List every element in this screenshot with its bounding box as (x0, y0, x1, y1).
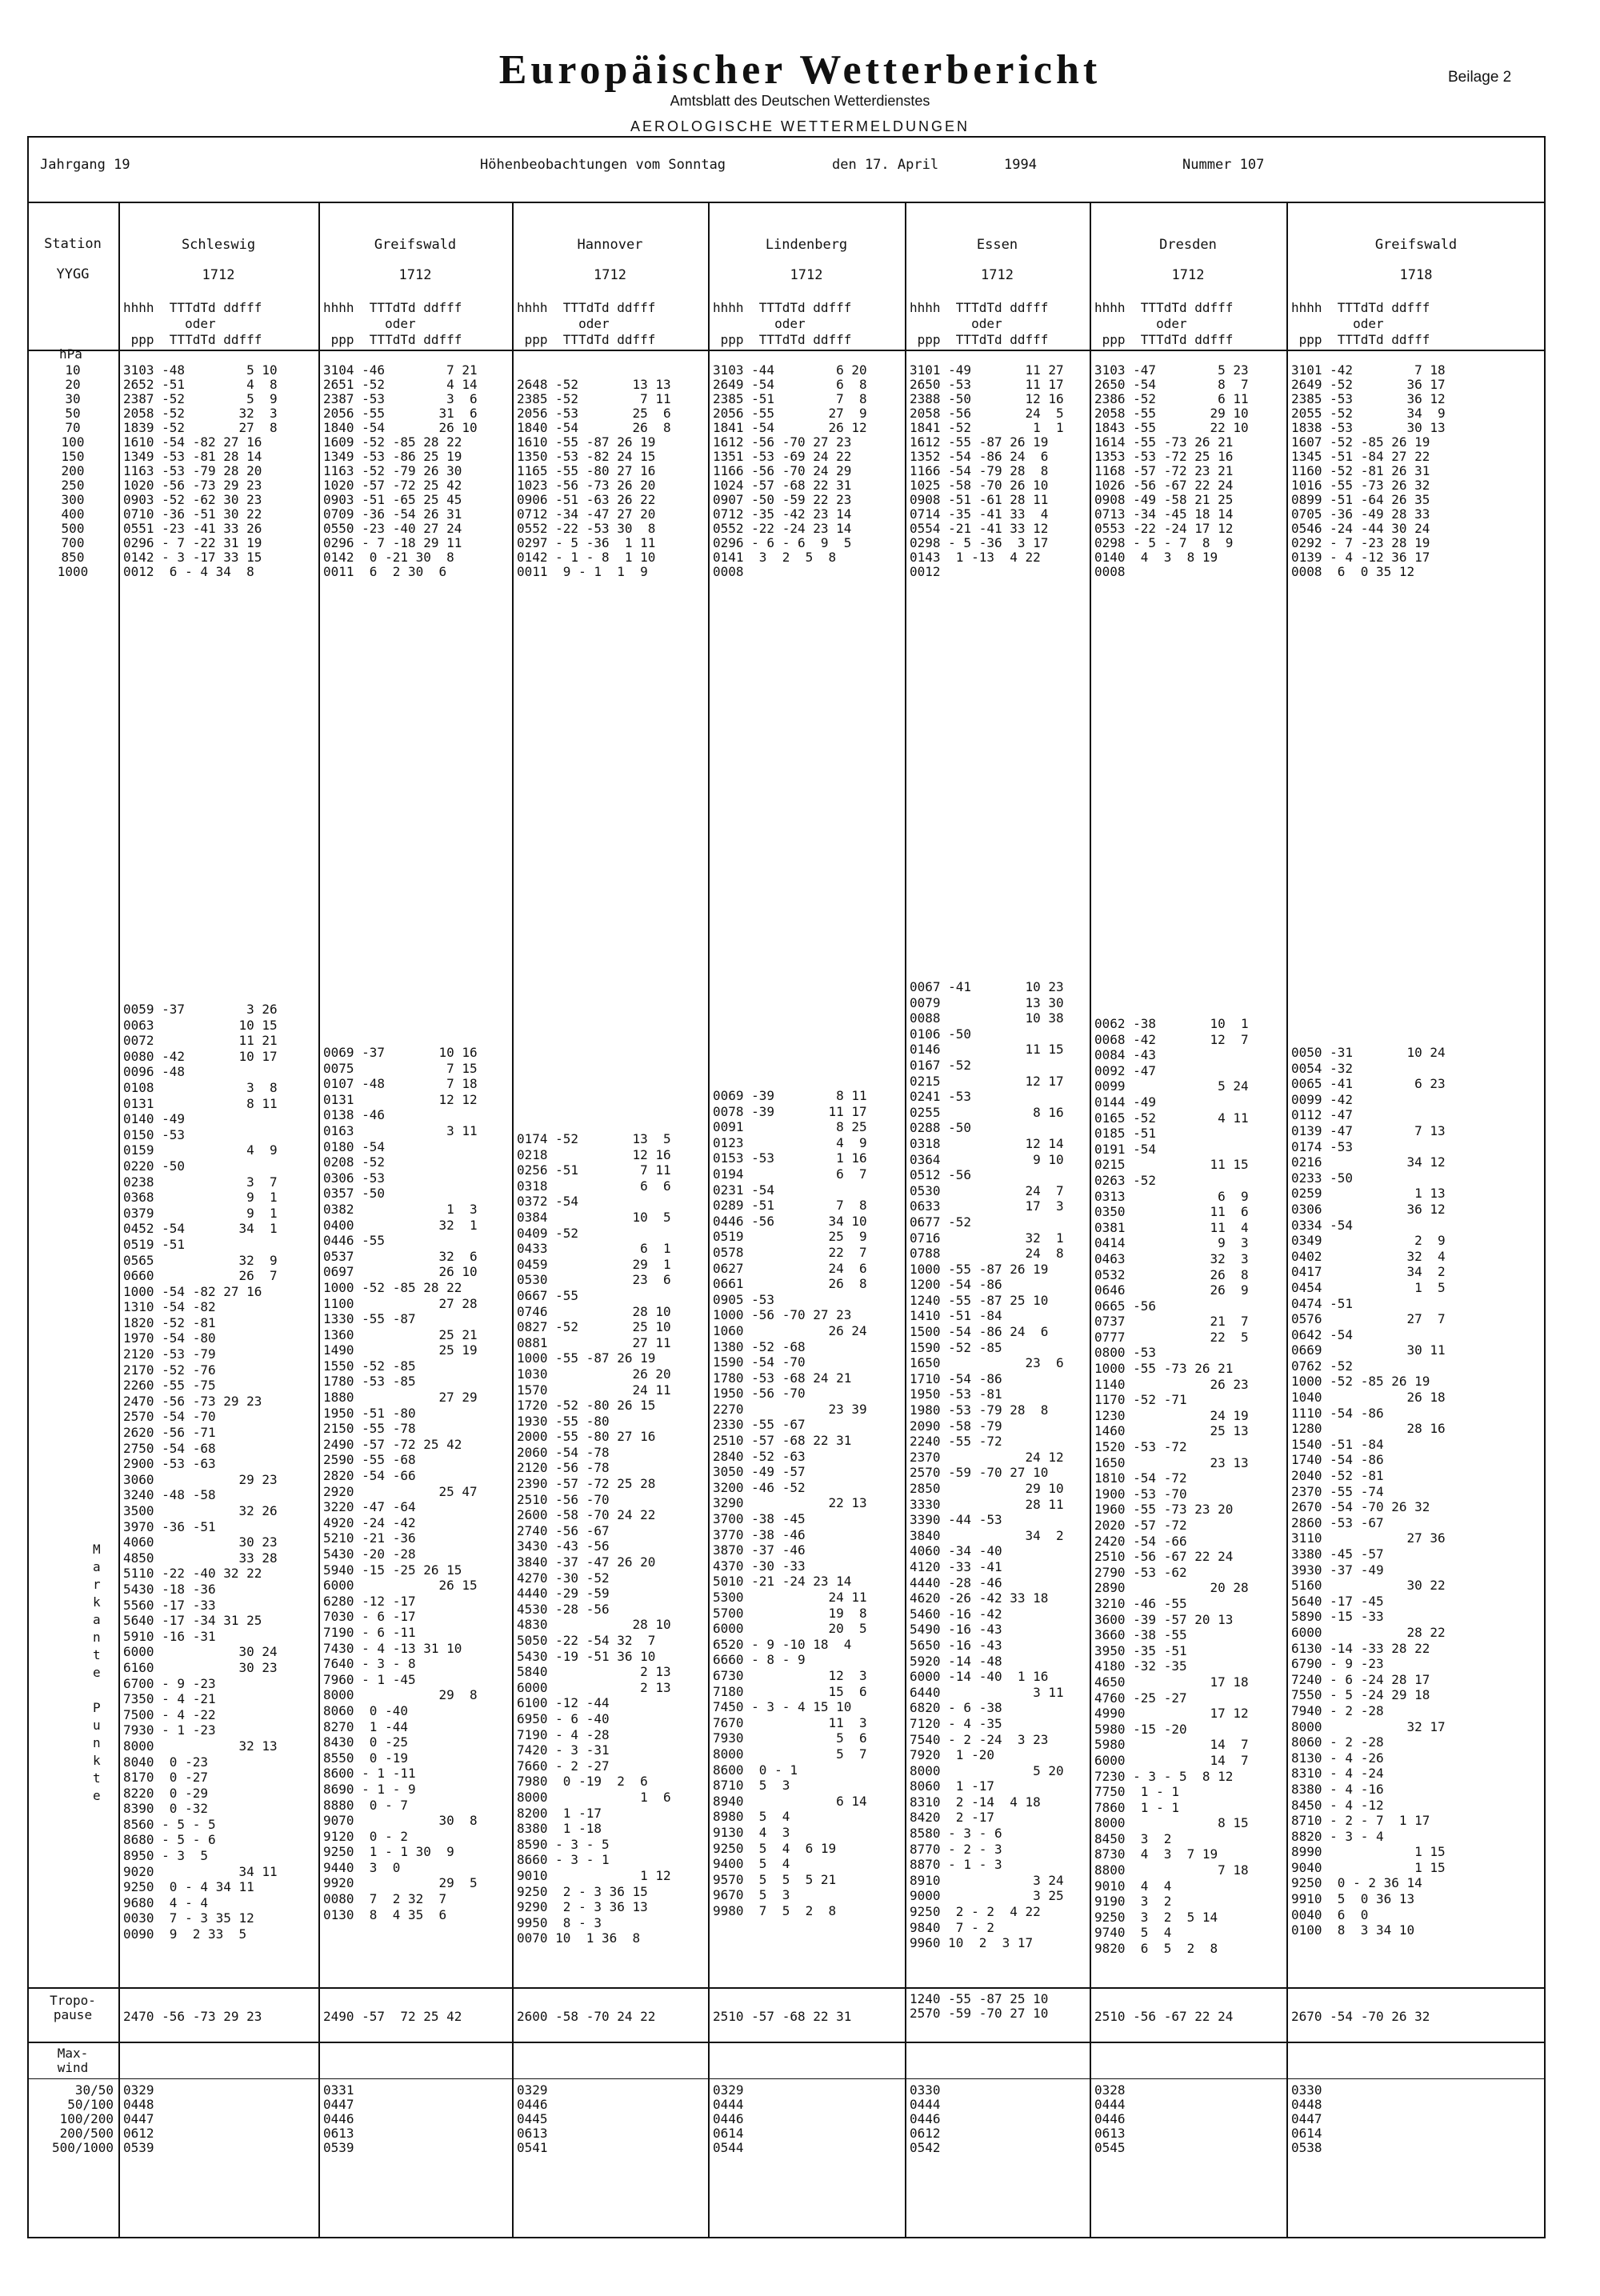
column-subheader-2: oder (323, 316, 416, 331)
col-divider (905, 202, 906, 2238)
station-yygg: 1712 (981, 267, 1014, 283)
column-subheader-1: hhhh TTTdTd ddfff (1094, 300, 1234, 315)
station-yygg: 1712 (202, 267, 235, 283)
tropopause-label: Tropo- pause (50, 1993, 96, 2022)
column-subheader-1: hhhh TTTdTd ddfff (323, 300, 462, 315)
col-divider (1090, 202, 1091, 2238)
markante-punkte-label: M a r k a n t e P u n k t e (93, 1542, 101, 1803)
significant-points-data: 0059 -37 3 26 0063 10 15 0072 11 21 0080 -42 10 17 0096 -48 0108 3 8 0131 8 11 0140 -49 0150 -53 0159 4 9 0220 -50 0238 3 7 0368 9 1 0379 9 1 0452 -54 34 1 0519 -51 0565 32 9 0660 26 7 1000 -54 -82 27 16 1310 -54 -82 1820 -52 -81 1970 -54 -80 2120 -53 -79 2170 -52 -76 2260 -55 -75 2470 -56 -73 29 23 2570 -54 -70 2620 -56 -71 2750 -54 -68 2900 -53 -63 3060 29 23 3240 -48 -58 3500 32 26 3970 -36 -51 4060 30 23 4850 33 28 5110 -22 -40 32 22 5430 -18 -36 5560 -17 -33 5640 -17 -34 31 25 5910 -16 -31 6000 30 24 6160 30 23 6700 - 9 -23 7350 - 4 -21 7500 - 4 -22 7930 - 1 -23 8000 32 13 8040 0 -23 8170 0 -27 8220 0 -29 8390 0 -32 8560 - 5 - 5 8680 - 5 - 6 8950 - 3 5 9020 34 11 9250 0 - 4 34 11 9680 4 - 4 0030 7 - 3 35 12 0090 9 2 33 5 (123, 1002, 278, 1942)
maxwind-data: 0330 0444 0446 0612 0542 (910, 2082, 941, 2155)
column-subheader-1: hhhh TTTdTd ddfff (713, 300, 852, 315)
maxwind-data: 0329 0448 0447 0612 0539 (123, 2082, 154, 2155)
header-rule (27, 202, 1546, 203)
observation-date: den 17. April (832, 157, 939, 173)
maxwind-label: Max- wind (57, 2046, 89, 2075)
column-subheader-3: ppp TTTdTd ddfff (517, 332, 656, 347)
column-subheader-1: hhhh TTTdTd ddfff (517, 300, 656, 315)
hpa-label: hPa (59, 346, 82, 362)
maxwind-data: 0331 0447 0446 0613 0539 (323, 2082, 354, 2155)
standard-levels-data: 3103 -48 5 10 2652 -51 4 8 2387 -52 5 9 2058 -52 32 3 1839 -52 27 8 1610 -54 -82 27 16 1349 -53 -81 28 14 1163 -53 -79 28 20 1020 -56 -73 29 23 0903 -52 -62 30 23 0710 -36 -51 30 22 0551 -23 -41 33 26 0296 - 7 -22 31 19 0142 - 3 -17 33 15 0012 6 - 4 34 8 (123, 362, 278, 579)
station-name: Greifswald (1374, 237, 1458, 253)
col-divider (118, 202, 120, 2238)
observation-title: Höhenbeobachtungen vom Sonntag (480, 157, 726, 173)
significant-points-data: 0069 -39 8 11 0078 -39 11 17 0091 8 25 0123 4 9 0153 -53 1 16 0194 6 7 0231 -54 0289 -51 7 8 0446 -56 34 10 0519 25 9 0578 22 7 0627 24 6 0661 26 8 0905 -53 1000 -56 -70 27 23 1060 26 24 1380 -52 -68 1590 -54 -70 1780 -53 -68 24 21 1950 -56 -70 2270 23 39 2330 -55 -67 2510 -57 -68 22 31 2840 -52 -63 3050 -49 -57 3200 -46 -52 3290 22 13 3700 -38 -45 3770 -38 -46 3870 -37 -46 4370 -30 -33 5010 -21 -24 23 14 5300 24 11 5700 19 8 6000 20 5 6520 - 9 -10 18 4 6660 - 8 - 9 6730 12 3 7180 15 6 7450 - 3 - 4 15 10 7670 11 3 7930 5 6 8000 5 7 8600 0 - 1 8710 5 3 8940 6 14 8980 5 4 9130 4 3 9250 5 4 6 19 9400 5 4 9570 5 5 5 21 9670 5 3 9980 7 5 2 8 (713, 1088, 867, 1918)
column-subheader-1: hhhh TTTdTd ddfff (123, 300, 262, 315)
col-divider (708, 202, 710, 2238)
report-title: Europäischer Wetterbericht (498, 47, 1102, 93)
beilage-label: Beilage 2 (1448, 69, 1512, 86)
tropopause-data: 2510 -57 -68 22 31 (713, 2009, 852, 2024)
tropopause-data: 2490 -57 72 25 42 (323, 2009, 462, 2024)
standard-levels-data: 3103 -44 6 20 2649 -54 6 8 2385 -51 7 8 2056 -55 27 9 1841 -54 26 12 1612 -56 -70 27 23 1351 -53 -69 24 22 1166 -56 -70 24 29 1024 -57 -68 22 31 0907 -50 -59 22 23 0712 -35 -42 23 14 0552 -22 -24 23 14 0296 - 6 - 6 9 5 0141 3 2 5 8 0008 (713, 362, 867, 579)
maxwind-rule (27, 2042, 1546, 2043)
significant-points-data: 0050 -31 10 24 0054 -32 0065 -41 6 23 0099 -42 0112 -47 0139 -47 7 13 0174 -53 0216 34 12 0233 -50 0259 1 13 0306 36 12 0334 -54 0349 2 9 0402 32 4 0417 34 2 0454 1 5 0474 -51 0576 27 7 0642 -54 0669 30 11 0762 -52 1000 -52 -85 26 19 1040 26 18 1110 -54 -86 1280 28 16 1540 -51 -84 1740 -54 -86 2040 -52 -81 2370 -55 -74 2670 -54 -70 26 32 2860 -53 -67 3110 27 36 3380 -45 -57 3930 -37 -49 5160 30 22 5640 -17 -45 5890 -15 -33 6000 28 22 6130 -14 -33 28 22 6790 - 9 -23 7240 - 6 -24 28 17 7550 - 5 -24 29 18 7940 - 2 -28 8000 32 17 8060 - 2 -28 8130 - 4 -26 8310 - 4 -24 8380 - 4 -16 8450 - 4 -12 8710 - 2 - 7 1 17 8820 - 3 - 4 8990 1 15 9040 1 15 9250 0 - 2 36 14 9910 5 0 36 13 0040 6 0 0100 8 3 34 10 (1291, 1045, 1446, 1938)
wind-layers: 30/50 50/100 100/200 200/500 500/1000 (51, 2082, 114, 2155)
column-subheader-2: oder (713, 316, 806, 331)
significant-points-data: 0069 -37 10 16 0075 7 15 0107 -48 7 18 0131 12 12 0138 -46 0163 3 11 0180 -54 0208 -52 0306 -53 0357 -50 0382 1 3 0400 32 1 0446 -55 0537 32 6 0697 26 10 1000 -52 -85 28 22 1100 27 28 1330 -55 -87 1360 25 21 1490 25 19 1550 -52 -85 1780 -53 -85 1880 27 29 1950 -51 -80 2150 -55 -78 2490 -57 -72 25 42 2590 -55 -68 2820 -54 -66 2920 25 47 3220 -47 -64 4920 -24 -42 5210 -21 -36 5430 -20 -28 5940 -15 -25 26 15 6000 26 15 6280 -12 -17 7030 - 6 -17 7190 - 6 -11 7430 - 4 -13 31 10 7640 - 3 - 8 7960 - 1 -45 8000 29 8 8060 0 -40 8270 1 -44 8430 0 -25 8550 0 -19 8600 - 1 -11 8690 - 1 - 9 8880 0 - 7 9070 30 8 9120 0 - 2 9250 1 - 1 30 9 9440 3 0 9920 29 5 0080 7 2 32 7 0130 8 4 35 6 (323, 1045, 478, 1922)
standard-levels-data: 3101 -42 7 18 2649 -52 36 17 2385 -53 36 12 2055 -52 34 9 1838 -53 30 13 1607 -52 -85 26 19 1345 -51 -84 27 22 1160 -52 -81 26 31 1016 -55 -73 26 32 0899 -51 -64 26 35 0705 -36 -49 28 33 0546 -24 -44 30 24 0292 - 7 -23 28 19 0139 - 4 -12 36 17 0008 6 0 35 12 (1291, 362, 1446, 579)
col-divider (1286, 202, 1288, 2238)
maxwind-data: 0329 0446 0445 0613 0541 (517, 2082, 548, 2155)
column-subheader-3: ppp TTTdTd ddfff (910, 332, 1049, 347)
station-yygg: 1718 (1399, 267, 1433, 283)
station-name: Greifswald (374, 237, 457, 253)
report-subtitle: Amtsblatt des Deutschen Wetterdienstes (670, 93, 930, 109)
column-subheader-1: hhhh TTTdTd ddfff (910, 300, 1049, 315)
maxwind-data: 0330 0448 0447 0614 0538 (1291, 2082, 1322, 2155)
column-subheader-1: hhhh TTTdTd ddfff (1291, 300, 1430, 315)
station-yygg: 1712 (790, 267, 823, 283)
column-subheader-3: ppp TTTdTd ddfff (1291, 332, 1430, 347)
station-name: Essen (976, 237, 1018, 253)
standard-levels-data: 3101 -49 11 27 2650 -53 11 17 2388 -50 12 16 2058 -56 24 5 1841 -52 1 1 1612 -55 -87 26 19 1352 -54 -86 24 6 1166 -54 -79 28 8 1025 -58 -70 26 10 0908 -51 -61 28 11 0714 -35 -41 33 4 0554 -21 -41 33 12 0298 - 5 -36 3 17 0143 1 -13 4 22 0012 (910, 362, 1064, 579)
station-yygg: 1712 (594, 267, 626, 283)
tropopause-data: 2470 -56 -73 29 23 (123, 2009, 262, 2024)
station-name: Lindenberg (765, 237, 848, 253)
jahrgang: Jahrgang 19 (40, 157, 130, 173)
standard-levels-data: 3104 -46 7 21 2651 -52 4 14 2387 -53 3 6 2056 -55 31 6 1840 -54 26 10 1609 -52 -85 28 22 1349 -53 -86 25 19 1163 -52 -79 26 30 1020 -57 -72 25 42 0903 -51 -65 25 45 0709 -36 -54 26 31 0550 -23 -40 27 24 0296 - 7 -18 29 11 0142 0 -21 30 8 0011 6 2 30 6 (323, 362, 478, 579)
column-subheader-2: oder (517, 316, 610, 331)
column-subheader-2: oder (123, 316, 216, 331)
standard-levels-data: 3103 -47 5 23 2650 -54 8 7 2386 -52 6 11 2058 -55 29 10 1843 -55 22 10 1614 -55 -73 26 21 1353 -53 -72 25 16 1168 -57 -72 23 21 1026 -56 -67 22 24 0908 -49 -58 21 25 0713 -34 -45 18 14 0553 -22 -24 17 12 0298 - 5 - 7 8 9 0140 4 3 8 19 0008 (1094, 362, 1249, 579)
tropopause-rule (27, 1987, 1546, 1989)
section-title: AEROLOGISCHE WETTERMELDUNGEN (630, 118, 970, 134)
station-yygg: 1712 (398, 267, 432, 283)
column-subheader-2: oder (1291, 316, 1384, 331)
yygg-label: YYGG (56, 266, 90, 282)
pressure-levels: 10 20 30 50 70 100 150 200 250 300 400 500 700 850 1000 (57, 362, 89, 579)
col-divider (318, 202, 320, 2238)
col-divider (512, 202, 514, 2238)
tropopause-data: 2600 -58 -70 24 22 (517, 2009, 656, 2024)
column-subheader-3: ppp TTTdTd ddfff (323, 332, 462, 347)
issue-number: Nummer 107 (1182, 157, 1265, 173)
tropopause-data: 2670 -54 -70 26 32 (1291, 2009, 1430, 2024)
station-name: Schleswig (181, 237, 256, 253)
column-subheader-2: oder (910, 316, 1002, 331)
station-name: Dresden (1159, 237, 1217, 253)
significant-points-data: 0174 -52 13 5 0218 12 16 0256 -51 7 11 0318 6 6 0372 -54 0384 10 5 0409 -52 0433 6 1 0459 29 1 0530 23 6 0667 -55 0746 28 10 0827 -52 25 10 0881 27 11 1000 -55 -87 26 19 1030 26 20 1570 24 11 1720 -52 -80 26 15 1930 -55 -80 2000 -55 -80 27 16 2060 -54 -78 2120 -56 -78 2390 -57 -72 25 28 2510 -56 -70 2600 -58 -70 24 22 2740 -56 -67 3430 -43 -56 3840 -37 -47 26 20 4270 -30 -52 4440 -29 -59 4530 -28 -56 4830 28 10 5050 -22 -54 32 7 5430 -19 -51 36 10 5840 2 13 6000 2 13 6100 -12 -44 6950 - 6 -40 7190 - 4 -28 7420 - 3 -31 7660 - 2 -27 7980 0 -19 2 6 8000 1 6 8200 1 -17 8380 1 -18 8590 - 3 - 5 8660 - 3 - 1 9010 1 12 9250 2 - 3 36 15 9290 2 - 3 36 13 9950 8 - 3 0070 10 1 36 8 (517, 1131, 671, 1946)
station-name: Hannover (577, 237, 643, 253)
station-label: Station (44, 236, 102, 252)
standard-levels-data: 2648 -52 13 13 2385 -52 7 11 2056 -53 25 6 1840 -54 26 8 1610 -55 -87 26 19 1350 -53 -82 24 15 1165 -55 -80 27 16 1023 -56 -73 26 20 0906 -51 -63 26 22 0712 -34 -47 27 20 0552 -22 -53 30 8 0297 - 5 -36 1 11 0142 - 1 - 8 1 10 0011 9 - 1 1 9 (517, 377, 671, 579)
column-subheader-3: ppp TTTdTd ddfff (713, 332, 852, 347)
subheader-rule (27, 350, 1546, 351)
tropopause-data: 1240 -55 -87 25 10 2570 -59 -70 27 10 (910, 1991, 1049, 2021)
maxwind-sub-rule (27, 2078, 1546, 2079)
significant-points-data: 0062 -38 10 1 0068 -42 12 7 0084 -43 0092 -47 0099 5 24 0144 -49 0165 -52 4 11 0185 -51 0191 -54 0215 11 15 0263 -52 0313 6 9 0350 11 6 0381 11 4 0414 9 3 0463 32 3 0532 26 8 0646 26 9 0665 -56 0737 21 7 0777 22 5 0800 -53 1000 -55 -73 26 21 1140 26 23 1170 -52 -71 1230 24 19 1460 25 13 1520 -53 -72 1650 23 13 1810 -54 -72 1900 -53 -70 1960 -55 -73 23 20 2020 -57 -72 2420 -54 -66 2510 -56 -67 22 24 2790 -53 -62 2890 20 28 3210 -46 -55 3600 -39 -57 20 13 3660 -38 -55 3950 -35 -51 4180 -32 -35 4650 17 18 4760 -25 -27 4990 17 12 5980 -15 -20 5980 14 7 6000 14 7 7230 - 3 - 5 8 12 7750 1 - 1 7860 1 - 1 8000 8 15 8450 3 2 8730 4 3 7 19 8800 7 18 9010 4 4 9190 3 2 9250 3 2 5 14 9740 5 4 9820 6 5 2 8 (1094, 1016, 1249, 1957)
maxwind-data: 0328 0444 0446 0613 0545 (1094, 2082, 1126, 2155)
column-subheader-3: ppp TTTdTd ddfff (1094, 332, 1234, 347)
station-yygg: 1712 (1171, 267, 1205, 283)
maxwind-data: 0329 0444 0446 0614 0544 (713, 2082, 744, 2155)
tropopause-data: 2510 -56 -67 22 24 (1094, 2009, 1234, 2024)
column-subheader-3: ppp TTTdTd ddfff (123, 332, 262, 347)
observation-year: 1994 (1004, 157, 1037, 173)
significant-points-data: 0067 -41 10 23 0079 13 30 0088 10 38 0106 -50 0146 11 15 0167 -52 0215 12 17 0241 -53 0255 8 16 0288 -50 0318 12 14 0364 9 10 0512 -56 0530 24 7 0633 17 3 0677 -52 0716 32 1 0788 24 8 1000 -55 -87 26 19 1200 -54 -86 1240 -55 -87 25 10 1410 -51 -84 1500 -54 -86 24 6 1590 -52 -85 1650 23 6 1710 -54 -86 1950 -53 -81 1980 -53 -79 28 8 2090 -58 -79 2240 -55 -72 2370 24 12 2570 -59 -70 27 10 2850 29 10 3330 28 11 3390 -44 -53 3840 34 2 4060 -34 -40 4120 -33 -41 4440 -28 -46 4620 -26 -42 33 18 5460 -16 -42 5490 -16 -43 5650 -16 -43 5920 -14 -48 6000 -14 -40 1 16 6440 3 11 6820 - 6 -38 7120 - 4 -35 7540 - 2 -24 3 23 7920 1 -20 8000 5 20 8060 1 -17 8310 2 -14 4 18 8420 2 -17 8580 - 3 - 6 8770 - 2 - 3 8870 - 1 - 3 8910 3 24 9000 3 25 9250 2 - 2 4 22 9840 7 - 2 9960 10 2 3 17 (910, 979, 1064, 1951)
column-subheader-2: oder (1094, 316, 1187, 331)
